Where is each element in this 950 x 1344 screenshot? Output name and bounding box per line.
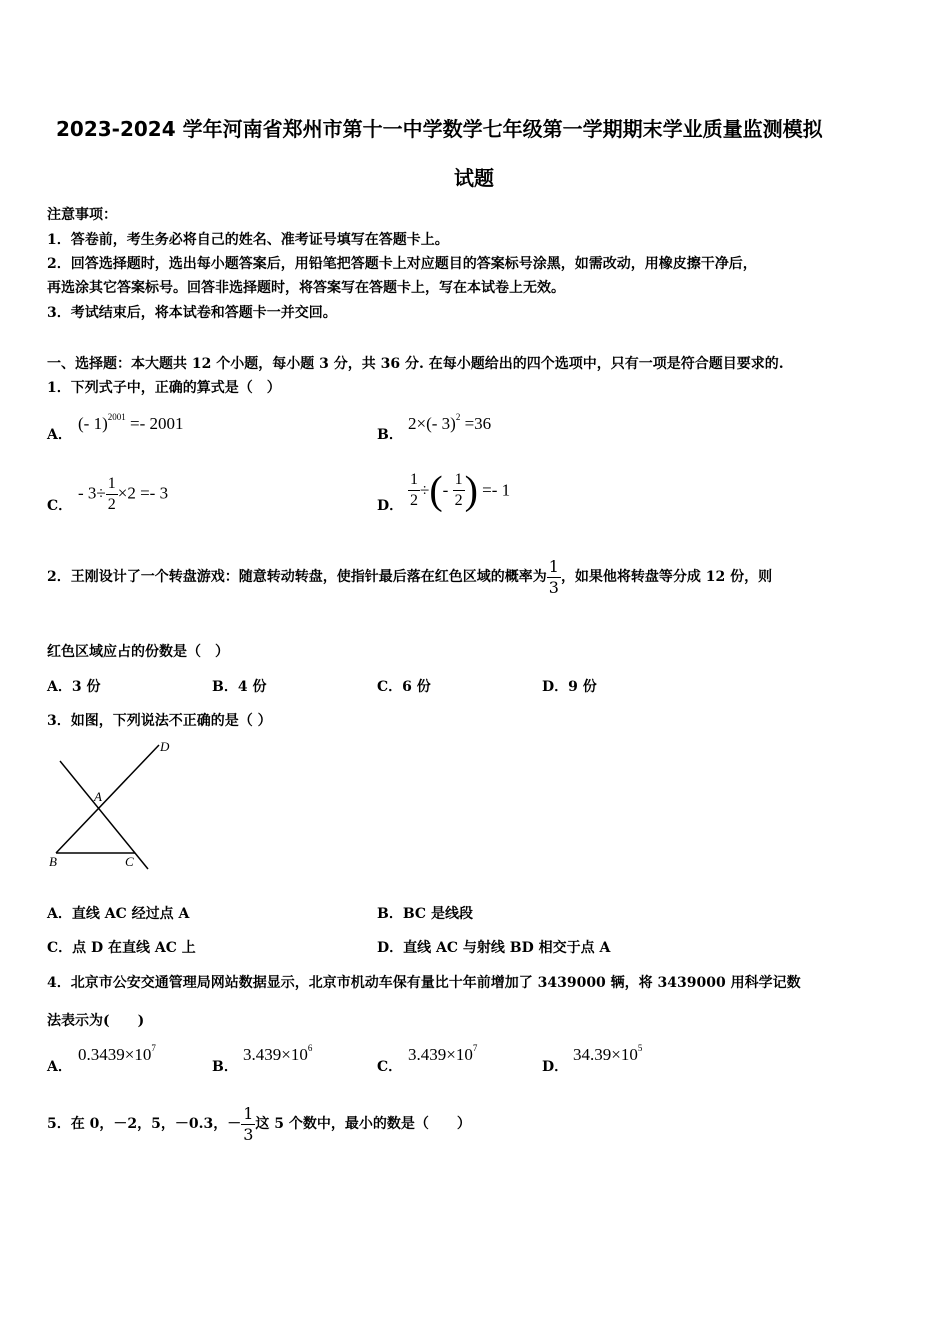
q4-label-d: D． (542, 1059, 569, 1075)
notice-item: 1．答卷前，考生务必将自己的姓名、准考证号填写在答题卡上。 (47, 232, 449, 248)
q4-option-b (243, 1045, 312, 1065)
q5-stem (47, 1100, 471, 1148)
q1-d-rest: =- 1 (477, 480, 511, 500)
q2-option-a: A．3 份 (47, 679, 101, 695)
notice-item: 再选涂其它答案标号。回答非选择题时，将答案写在答题卡上，写在本试卷上无效。 (47, 280, 565, 296)
q5-num: 1 (243, 1103, 254, 1123)
q2-num: 1 (548, 556, 559, 576)
q1-d-num2: 1 (453, 470, 465, 491)
q3-option-a: A．直线 AC 经过点 A (47, 906, 190, 922)
q5-pre: 5．在 0，－2，5，－0.3，－ (47, 1116, 242, 1132)
page-title: 2023-2024 学年河南省郑州市第十一中学数学七年级第一学期期末学业质量监测模拟 (56, 117, 823, 141)
point-label-d: D (160, 739, 170, 754)
q1-d-div: ÷ (420, 480, 430, 500)
q1-label-c: C． (47, 498, 73, 514)
q1-option-a (78, 414, 183, 434)
q4-option-d (573, 1045, 642, 1065)
q4-d-exp: 5 (637, 1043, 643, 1053)
q1-b-exp: 2 (455, 412, 461, 422)
q1-d-fraction-2 (453, 470, 465, 511)
q1-d-den2: 2 (454, 492, 463, 509)
point-label-b: B (49, 854, 57, 869)
q1-option-b (408, 414, 491, 434)
q2-stem-line2: 红色区域应占的份数是（ ） (47, 644, 229, 660)
q4-option-c (408, 1045, 477, 1065)
q4-c-exp: 7 (472, 1043, 478, 1053)
q4-d-base: 34.39×10 (573, 1045, 638, 1064)
q1-label-a: A． (47, 427, 72, 443)
q2-option-b: B．4 份 (212, 679, 267, 695)
q2-option-d: D．9 份 (542, 679, 597, 695)
q4-a-base: 0.3439×10 (78, 1045, 152, 1064)
q3-option-c: C．点 D 在直线 AC 上 (47, 940, 196, 956)
q1-c-pre: - 3÷ (78, 483, 106, 503)
q4-c-base: 3.439×10 (408, 1045, 473, 1064)
q1-label-d: D． (377, 498, 404, 514)
q1-d-num1: 1 (408, 470, 420, 491)
page-title-line2: 试题 (454, 166, 494, 190)
q2-den: 3 (548, 577, 559, 597)
section-heading: 一、选择题：本大题共 12 个小题，每小题 3 分，共 36 分. 在每小题给出的四个选项中，只有一项是符合题目要求的. (47, 356, 784, 372)
q4-stem-line2: 法表示为( ) (47, 1013, 145, 1029)
q4-b-exp: 6 (307, 1043, 313, 1053)
q3-stem: 3．如图，下列说法不正确的是（ ） (47, 713, 272, 729)
q4-label-a: A． (47, 1059, 72, 1075)
q1-c-den: 2 (107, 496, 116, 513)
q1-c-num: 1 (106, 474, 118, 495)
q2-option-c: C．6 份 (377, 679, 431, 695)
q2-fraction (547, 557, 561, 598)
q2-stem-pre: 2．王刚设计了一个转盘游戏：随意转动转盘，使指针最后落在红色区域的概率为 (47, 569, 547, 585)
q1-c-fraction (106, 474, 118, 515)
q1-label-b: B． (377, 427, 403, 443)
q3-figure (40, 735, 180, 875)
q5-den: 3 (243, 1124, 254, 1144)
q2-stem-post: ，如果他将转盘等分成 12 份，则 (560, 569, 773, 585)
q1-option-c (78, 474, 168, 515)
q4-option-a (78, 1045, 156, 1065)
notice-heading: 注意事项： (47, 207, 117, 223)
q4-label-b: B． (212, 1059, 238, 1075)
q1-d-rparen: ) (464, 467, 478, 513)
q1-d-pre2: - (442, 480, 453, 500)
q1-option-d (408, 467, 511, 513)
q4-b-base: 3.439×10 (243, 1045, 308, 1064)
q1-b-rest: =36 (460, 414, 492, 433)
q1-b-pre: 2×(- 3) (408, 414, 456, 433)
q1-a-exp: 2001 (107, 412, 126, 422)
point-label-a: A (94, 789, 102, 804)
q4-a-exp: 7 (151, 1043, 156, 1053)
q3-option-d: D．直线 AC 与射线 BD 相交于点 A (377, 940, 611, 956)
q4-label-c: C． (377, 1059, 403, 1075)
q1-d-lparen: ( (429, 467, 443, 513)
q4-stem-line1: 4．北京市公安交通管理局网站数据显示，北京市机动车保有量比十年前增加了 3439000 辆，将 3439000 用科学记数 (47, 975, 801, 991)
q1-c-rest: ×2 =- 3 (117, 483, 169, 503)
q1-d-fraction-1 (408, 470, 420, 511)
q1-a-base: (- 1) (78, 414, 108, 433)
q5-post: 这 5 个数中，最小的数是（ ） (255, 1116, 471, 1132)
notice-item: 3．考试结束后，将本试卷和答题卡一并交回。 (47, 305, 337, 321)
q1-stem: 1．下列式子中，正确的算式是（ ） (47, 380, 281, 396)
notice-item: 2．回答选择题时，选出每小题答案后，用铅笔把答题卡上对应题目的答案标号涂黑，如需改动，用橡皮擦干净后， (47, 256, 757, 272)
ray-bd (56, 745, 159, 853)
q3-option-b: B．BC 是线段 (377, 906, 473, 922)
q2-stem (47, 553, 772, 601)
point-label-c: C (125, 854, 134, 869)
q5-fraction (241, 1104, 255, 1145)
q1-a-rest: =- 2001 (125, 414, 184, 433)
q1-d-den1: 2 (410, 492, 418, 509)
